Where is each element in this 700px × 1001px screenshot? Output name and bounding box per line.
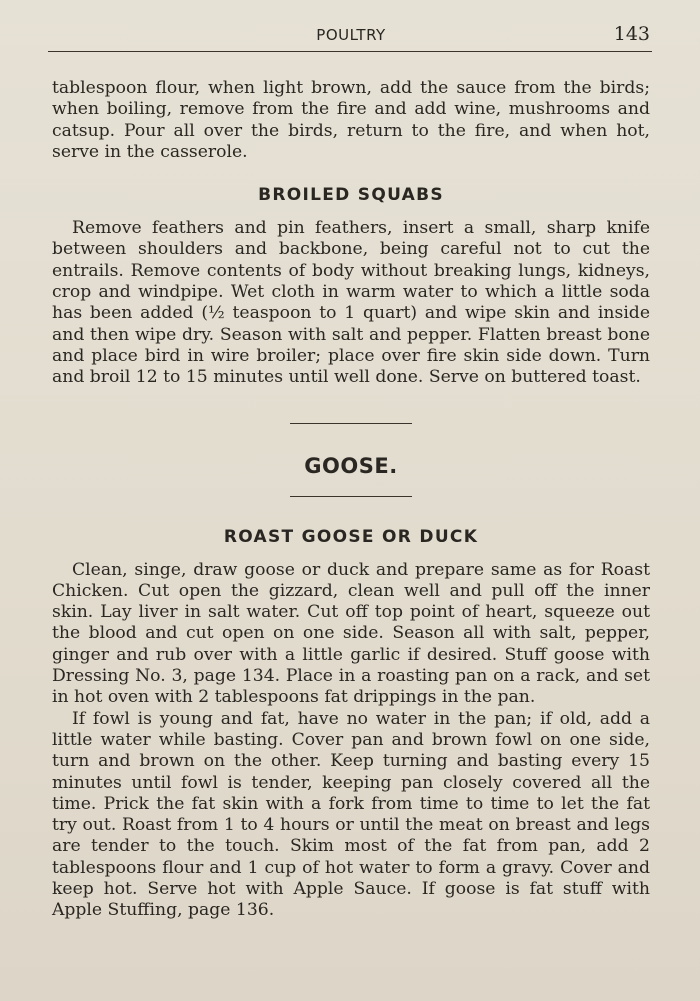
header-rule (48, 51, 652, 52)
page-body (52, 78, 650, 922)
running-title: POULTRY (316, 26, 386, 44)
goose-section-title: GOOSE. (304, 453, 398, 478)
broiled-squabs-paragraph: Remove feathers and pin feathers, insert a small, sharp knife between shoulders and backbone, being careful not to cut the entrails. Remove contents of body without breaking lungs, kidneys, crop and windpipe. Wet cloth in warm water to which a little soda has been added (½ teaspoon to 1 quart) and wipe skin and inside and then wipe dry. Season with salt and pepper. Flatten breast bone and place bird in wire broiler; place over fire skin side down. Turn and broil 12 to 15 minutes until well done. Serve on buttered toast. (52, 218, 650, 388)
continued-paragraph: tablespoon flour, when light brown, add the sauce from the birds; when boiling, remove from the fire and add wine, mushrooms and catsup. Pour all over the birds, return to the fire, and when hot, serve in the casserole. (52, 78, 650, 162)
page-header (52, 23, 650, 50)
broiled-squabs-heading: BROILED SQUABS (258, 185, 444, 206)
page-number: 143 (613, 23, 650, 45)
roast-goose-paragraph-2: If fowl is young and fat, have no water in the pan; if old, add a little water while basting. Cover pan and brown fowl on one side, turn and brown on the other. Keep turning and basting every 15 minutes until fowl is tender, keeping pan closely covered all the time. Prick the fat skin with a fork from time to time to let the fat try out. Roast from 1 to 4 hours or until the meat on breast and legs are tender to the touch. Skim most of the fat from pan, add 2 tablespoons flour and 1 cup of hot water to form a gravy. Cover and keep hot. Serve hot with Apple Sauce. If goose is fat stuff with Apple Stuffing, page 136. (52, 708, 650, 921)
roast-goose-paragraph-1: Clean, singe, draw goose or duck and prepare same as for Roast Chicken. Cut open the gizzard, clean well and pull off the inner skin. Lay liver in salt water. Cut off top point of heart, squeeze out the blood and cut open on one side. Season all with salt, pepper, ginger and rub over with a little garlic if desired. Stuff goose with Dressing No. 3, page 134. Place in a roasting pan on a rack, and set in hot oven with 2 tablespoons fat drippings in the pan. (52, 559, 650, 708)
section-rule-bottom (290, 496, 412, 497)
section-rule-top (290, 423, 412, 424)
roast-goose-heading: ROAST GOOSE OR DUCK (223, 526, 479, 547)
